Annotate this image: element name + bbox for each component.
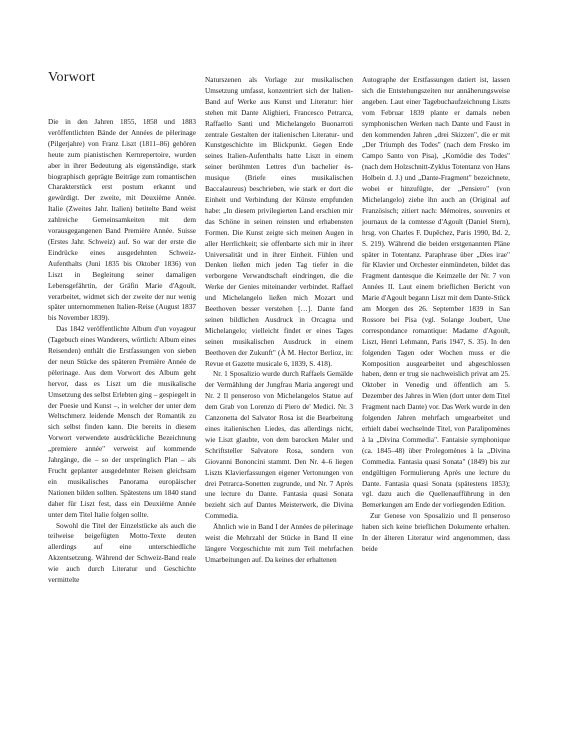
paragraph: Die in den Jahren 1855, 1858 und 1883 veröffentlichten Bände der Années de pèlerinage (Pilgerjahre) von Franz Liszt (1811–86) gehören heute zum pianistischen Kernrepertoire, wurden aber in ihrer Bedeutung als eigenständige, stark biographisch geprägte Beiträge zum romantischen Charakterstück erst postum erkannt und gewürdigt. Der zweite, mit Deuxième Année. Italie (Zweites Jahr. Italien) betitelte Band weist zahlreiche Gemeinsamkeiten mit dem vorausgegangenen Band Première Année. Suisse (Erstes Jahr. Schweiz) auf. So war der erste die Eindrücke eines ausgedehnten Schweiz-Aufenthalts (Juni 1835 bis Oktober 1836) von Liszt in Begleitung seiner damaligen Lebensgefährtin, der Gräfin Marie d'Agoult, verarbeitet, widmet sich der zweite der nur wenig später unternommenen Italien-Reise (August 1837 bis November 1839). (48, 118, 196, 323)
paragraph: Sowohl die Titel der Einzelstücke als auch die teilweise beigefügten Motto-Texte deuten allerdings auf eine unterschiedliche Akzentsetzung. Während der Schweiz-Band reale wie auch durch Literatur und Geschichte vermittelte (48, 521, 196, 585)
paragraph: Autographe der Erstfassungen datiert ist, lassen sich die Entstehungszeiten nur annäherungsweise angeben. Laut einer Tagebuchaufzeichnung Liszts vom Februar 1839 plante er damals neben symphonischen Werken nach Dante und Faust in den kommenden Jahren „drei Skizzen", die er mit „Der Triumph des Todes" (nach dem Fresko im Campo Santo von Pisa), „Komödie des Todes" (nach dem Holzschnitt-Zyklus Totentanz von Hans Holbein d. J.) und „Dante-Fragment" bezeichnete, wobei er hinzufügte, der „Pensiero" (von Michelangelo) ziehe ihn auch an (Original auf Französisch; zitiert nach: Mémoires, souvenirs et journaux de la comtesse d'Agoult (Daniel Stern), hrsg. von Charles F. Dupêchez, Paris 1990, Bd. 2, S. 219). Während die beiden erstgenannten Pläne später in Totentanz. Paraphrase über „Dies irae" für Klavier und Orchester einmündeten, bildet das Fragment dantesque die Keimzelle der Nr. 7 von Années II. Laut einem brieflichen Bericht von Marie d'Agoult begann Liszt mit dem Dante-Stück am Morgen des 26. September 1839 in San Rossore bei Pisa (vgl. Solange Joubert, Une correspondance romantique: Madame d'Agoult, Liszt, Henri Lehmann, Paris 1947, S. 35). In den folgenden Tagen oder Wochen muss er die Komposition ausgearbeitet und abgeschlossen haben, denn er trug sie nachweislich privat am 25. Oktober in Venedig und öffentlich am 5. Dezember des Jahres in Wien (dort unter dem Titel Fragment nach Dante) vor. Das Werk wurde in den folgenden Jahren mehrfach umgearbeitet und erhielt dabei wechselnde Titel, von Paralipomènes à la „Divina Commedia". Fantaisie symphonique (ca. 1845–48) über Prolegomènes à la „Divina Commedia. Fantasia quasi Sonata" (1849) bis zur endgültigen Formulierung Après une lecture du Dante. Fantasia quasi Sonata (spätestens 1853); vgl. dazu auch die Quellenaufführung in den Bemerkungen am Ende der vorliegenden Edition. (362, 76, 510, 510)
page-title: Vorwort (48, 70, 96, 85)
text-column-3 (362, 75, 510, 555)
text-column-2 (205, 75, 353, 566)
paragraph: Ähnlich wie in Band I der Années de pèlerinage weist die Mehrzahl der Stücke in Band II eine längere Vorgeschichte mit zum Teil mehrfachen Umarbeitungen auf. Da keines der erhaltenen (205, 523, 353, 564)
paragraph: Naturszenen als Vorlage zur musikalischen Umsetzung umfasst, konzentriert sich der Italien-Band auf Werke aus Kunst und Literatur: hier stehen mit Dante Alighieri, Francesco Petrarca, Raffaello Santi und Michelangelo Buonarroti zentrale Gestalten der italienischen Literatur- und Kunstgeschichte im Blickpunkt. Gegen Ende seines Italien-Aufenthalts hatte Liszt in einem seiner berühmten Lettres d'un bachelier ès-musique (Briefe eines musikalischen Baccalaureus) beschrieben, wie stark er dort die Einheit und Verbindung der Künste empfunden habe: „In diesem privilegierten Land erschien mir das Schöne in seinen reinsten und erhabensten Formen. Die Kunst zeigte sich meinen Augen in aller Herrlichkeit; sie offenbarte sich mir in ihrer Universalität und in ihrer Einheit. Fühlen und Denken ließen mich jeden Tag tiefer in die verborgene Verwandtschaft eindringen, die die Werke der Genies miteinander verbindet. Raffael und Michelangelo ließen mich Mozart und Beethoven besser verstehen […]. Dante fand seinen bildlichen Ausdruck in Orcagna und Michelangelo; vielleicht findet er eines Tages seinen musikalischen Ausdruck in einem Beethoven der Zukunft" (À M. Hector Berlioz, in: Revue et Gazette musicale 6, 1839, S. 418). (205, 76, 353, 368)
paragraph: Zur Genese von Sposalizio und Il penseroso haben sich keine brieflichen Dokumente erhalten. In der älteren Literatur wird angenommen, dass beide (362, 512, 510, 553)
paragraph: Nr. 1 Sposalizio wurde durch Raffaels Gemälde der Vermählung der Jungfrau Maria angeregt und Nr. 2 Il penseroso von Michelangelos Statue auf dem Grab von Lorenzo di Piero de' Medici. Nr. 3 Canzonetta del Salvator Rosa ist die Bearbeitung eines italienischen Liedes, das allerdings nicht, wie Liszt glaubte, von dem barocken Maler und Schriftsteller Salvatore Rosa, sondern von Giovanni Bononcini stammt. Den Nr. 4–6 liegen Liszts Klavierfassungen eigener Vertonungen von drei Petrarca-Sonetten zugrunde, und Nr. 7 Après une lecture du Dante. Fantasia quasi Sonata bezieht sich auf Dantes Meisterwerk, die Divina Commedia. (205, 370, 353, 521)
text-column-1 (48, 117, 196, 586)
paragraph: Das 1842 veröffentlichte Album d'un voyageur (Tagebuch eines Wanderers, wörtlich: Album eines Reisenden) enthält die Erstfassungen von sieben der neun Stücke des späteren Première Année de pèlerinage. Aus dem Vorwort des Album geht hervor, dass es Liszt um die musikalische Umsetzung des selbst Erlebten ging – gespiegelt in der Poesie und Kunst –, in welcher der unter dem Weltschmerz leidende Mensch der Romantik zu sich selbst finden kann. Die bereits in diesem Vorwort verwendete ausdrückliche Bezeichnung „premiere année" verweist auf kommende Jahrgänge, die – so der ursprünglich Plan – als Frucht geplanter ausgedehnter Reisen gleichsam ein musikalisches Panorama europäischer Nationen bilden sollten. Spätestens um 1840 stand daher für Liszt fest, dass ein Deuxième Année unter dem Titel Italie folgen sollte. (48, 325, 196, 519)
